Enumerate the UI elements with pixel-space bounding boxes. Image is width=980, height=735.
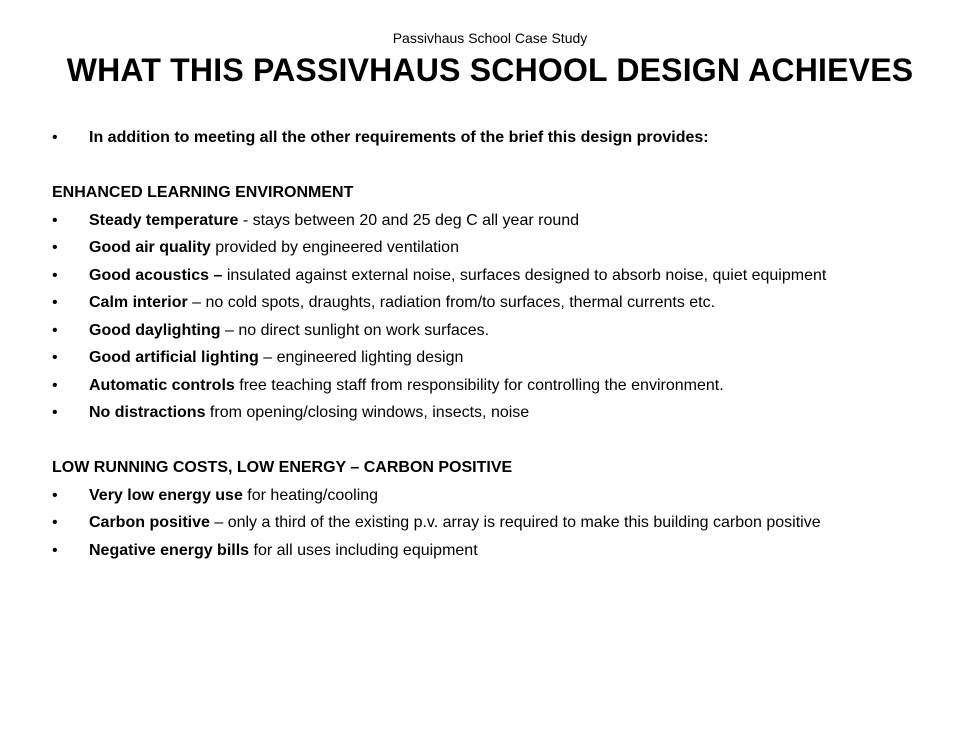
bullet-bold-text: Good artificial lighting bbox=[89, 349, 259, 366]
list-item bbox=[52, 509, 952, 537]
bullet-rest-text: for all uses including equipment bbox=[249, 541, 478, 559]
bullet-bold-text: Calm interior bbox=[89, 294, 188, 311]
bullet-rest-text: insulated against external noise, surfaces designed to absorb noise, quiet equipment bbox=[222, 266, 827, 284]
list-item bbox=[52, 537, 952, 565]
list-item bbox=[52, 372, 952, 400]
bullet-text bbox=[89, 344, 463, 372]
list-item bbox=[52, 482, 952, 510]
bullet-bold-text: Automatic controls bbox=[89, 376, 235, 394]
bullet-dot: • bbox=[52, 294, 58, 311]
bullet-rest-text: – no direct sunlight on work surfaces. bbox=[220, 321, 490, 339]
bullet-rest-text: for heating/cooling bbox=[242, 486, 379, 504]
bullet-dot: • bbox=[52, 404, 58, 421]
bullet-bold-text: Good daylighting bbox=[89, 321, 221, 339]
bullet-bold-text: Steady temperature bbox=[89, 211, 239, 229]
spacer bbox=[52, 427, 952, 455]
bullet-rest-text: free teaching staff from responsibility for controlling the environment. bbox=[234, 376, 724, 394]
bullet-dot: • bbox=[52, 129, 58, 146]
bullet-dot: • bbox=[52, 376, 58, 394]
bullet-text bbox=[89, 234, 459, 262]
bullet-text bbox=[89, 537, 478, 565]
bullet-text bbox=[89, 124, 709, 152]
list-item bbox=[52, 262, 952, 290]
bullet-bold-text: Negative energy bills bbox=[89, 541, 250, 559]
bullet-bold-text: Good air quality bbox=[89, 239, 211, 256]
list-item bbox=[52, 399, 952, 427]
bullet-rest-text: provided by engineered ventilation bbox=[210, 239, 459, 256]
bullet-text bbox=[89, 482, 378, 510]
bullet-rest-text: – no cold spots, draughts, radiation from/to surfaces, thermal currents etc. bbox=[187, 294, 716, 311]
bullet-bold-text: Good acoustics – bbox=[89, 266, 223, 284]
bullet-rest-text: – engineered lighting design bbox=[258, 349, 464, 366]
list-item bbox=[52, 289, 952, 317]
bullet-dot: • bbox=[52, 514, 58, 531]
bullet-rest-text: from opening/closing windows, insects, noise bbox=[205, 404, 530, 421]
list-item bbox=[52, 207, 952, 235]
bullet-text bbox=[89, 509, 821, 537]
bullet-text bbox=[89, 372, 724, 400]
bullet-text bbox=[89, 317, 489, 345]
bullet-text bbox=[89, 262, 826, 290]
bullet-rest-text: – only a third of the existing p.v. array is required to make this building carbon positive bbox=[209, 514, 821, 531]
bullet-dot: • bbox=[52, 486, 58, 504]
list-item bbox=[52, 234, 952, 262]
section-heading-learning: ENHANCED LEARNING ENVIRONMENT bbox=[52, 184, 354, 201]
slide-content bbox=[52, 124, 952, 564]
list-item bbox=[52, 344, 952, 372]
bullet-bold-text: Very low energy use bbox=[89, 486, 243, 504]
bullet-text bbox=[89, 289, 715, 317]
intro-bullet-item bbox=[52, 124, 952, 152]
spacer bbox=[52, 152, 952, 180]
bullet-text bbox=[89, 399, 529, 427]
section-heading-running-costs: LOW RUNNING COSTS, LOW ENERGY – CARBON POSITIVE bbox=[52, 459, 513, 476]
bullet-dot: • bbox=[52, 541, 58, 559]
bullet-rest-text: - stays between 20 and 25 deg C all year round bbox=[238, 211, 580, 229]
bullet-dot: • bbox=[52, 349, 58, 366]
bullet-dot: • bbox=[52, 211, 58, 229]
bullet-dot: • bbox=[52, 239, 58, 256]
bullet-dot: • bbox=[52, 321, 58, 339]
bullet-bold-text: In addition to meeting all the other requirements of the brief this design provides: bbox=[89, 129, 709, 146]
list-item bbox=[52, 317, 952, 345]
slide-subtitle: Passivhaus School Case Study bbox=[392, 30, 588, 46]
bullet-bold-text: Carbon positive bbox=[89, 514, 210, 531]
bullet-bold-text: No distractions bbox=[89, 404, 206, 421]
bullet-dot: • bbox=[52, 266, 58, 284]
bullet-text bbox=[89, 207, 579, 235]
slide-title: WHAT THIS PASSIVHAUS SCHOOL DESIGN ACHIEVES bbox=[66, 52, 914, 88]
